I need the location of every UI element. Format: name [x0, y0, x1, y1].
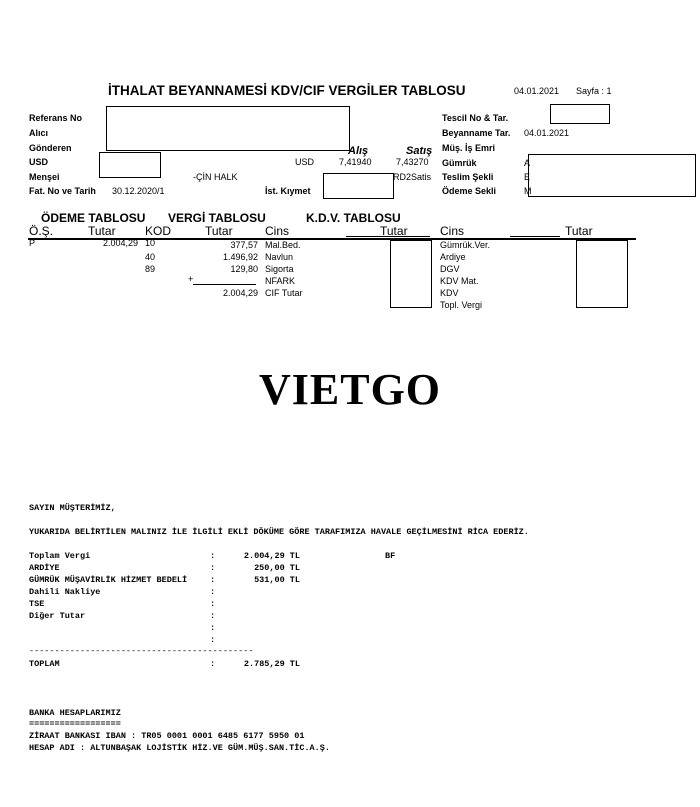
summary-label: Diğer Tutar — [29, 611, 86, 621]
col-kod: KOD — [145, 224, 172, 238]
label-tescil: Tescil No & Tar. — [442, 113, 509, 123]
kdv-cins: Ardiye — [440, 252, 466, 262]
bank-title: BANKA HESAPLARIMIZ — [29, 708, 121, 718]
label-referans: Referans No — [29, 113, 83, 123]
fatura-value: 30.12.2020/1 — [112, 186, 165, 196]
kdv-cins: DGV — [440, 264, 460, 274]
beyanname-value: 04.01.2021 — [524, 128, 570, 138]
summary-colon: : — [210, 635, 216, 645]
redacted-kdv-tutar-right — [576, 240, 628, 308]
col-odeme-tutar: Tutar — [88, 224, 116, 238]
col-kdv-tutar: Tutar — [380, 224, 408, 238]
vergi-cins: NFARK — [265, 276, 296, 286]
summary-value: 250,00 TL — [254, 563, 300, 573]
redacted-ist-kiymet — [323, 173, 394, 199]
summary-value: 2.004,29 TL — [243, 551, 300, 561]
bank-underline: ================== — [29, 719, 121, 729]
alis-label: Alış — [348, 145, 369, 157]
label-is-emri: Müş. İş Emri — [442, 143, 496, 153]
redacted-usd-amount — [99, 152, 161, 178]
plus-sign: + — [188, 274, 194, 284]
page-number: Sayfa : 1 — [576, 86, 612, 96]
alis-value: 7,41940 — [339, 157, 372, 167]
redacted-gumruk-teslim — [528, 154, 696, 197]
label-alici: Alıcı — [29, 128, 49, 138]
label-odeme: Ödeme Sekli — [442, 186, 497, 196]
summary-colon: : — [210, 611, 216, 621]
header-date: 04.01.2021 — [514, 86, 560, 96]
vergi-tutar: 1.496,92 — [222, 252, 258, 262]
summary-colon: : — [210, 623, 216, 633]
summary-label: Toplam Vergi — [29, 551, 91, 561]
odeme-char: M — [524, 186, 532, 196]
kdv-cins-underline — [510, 236, 560, 237]
summary-label: ARDİYE — [29, 563, 60, 573]
kdv-cins: KDV Mat. — [440, 276, 479, 286]
kdv-cins: Gümrük.Ver. — [440, 240, 491, 250]
satis-note: RD2Satis — [393, 172, 432, 182]
kdv-cins: KDV — [440, 288, 459, 298]
redacted-tescil — [550, 104, 610, 124]
summary-value: 531,00 TL — [254, 575, 300, 585]
label-fatura: Fat. No ve Tarih — [29, 186, 96, 196]
label-gonderen: Gönderen — [29, 143, 72, 153]
summary-colon: : — [210, 575, 216, 585]
satis-label: Satış — [406, 145, 433, 157]
kdv-tutar-underline — [346, 236, 430, 237]
vergi-cins: Navlun — [265, 252, 294, 262]
vergi-kod: 40 — [145, 252, 156, 262]
total-colon: : — [210, 659, 216, 669]
kdv-table-title: K.D.V. TABLOSU — [306, 211, 401, 225]
col-vergi-tutar: Tutar — [205, 224, 233, 238]
vergi-tutar: 129,80 — [230, 264, 258, 274]
label-usd: USD — [29, 157, 49, 167]
bank-iban: ZİRAAT BANKASI IBAN : TR05 0001 0001 6485 6177 5950 01 — [29, 731, 305, 741]
vergi-tutar: 377,57 — [230, 240, 258, 250]
vergi-tutar: 2.004,29 — [222, 288, 258, 298]
summary-label: Dahili Nakliye — [29, 587, 101, 597]
satis-value: 7,43270 — [396, 157, 429, 167]
sum-line — [193, 284, 256, 285]
col-kdv-tutar-right: Tutar — [565, 224, 593, 238]
odeme-tutar: 2.004,29 — [102, 238, 138, 248]
total-value: 2.785,29 TL — [243, 659, 300, 669]
label-ist-kiymet: İst. Kıymet — [265, 186, 311, 196]
summary-separator: -------------------------------------------- — [29, 646, 254, 656]
summary-label: TSE — [29, 599, 45, 609]
label-mensei: Menşei — [29, 172, 60, 182]
summary-colon: : — [210, 551, 216, 561]
vergi-kod: 10 — [145, 238, 156, 248]
odeme-os: P — [29, 238, 36, 248]
letter-greeting: SAYIN MÜŞTERİMİZ, — [29, 503, 116, 513]
usd-mid-label: USD — [295, 157, 315, 167]
col-vergi-cins: Cins — [265, 224, 290, 238]
summary-colon: : — [210, 599, 216, 609]
label-gumruk: Gümrük — [442, 158, 477, 168]
summary-label: GÜMRÜK MÜŞAVİRLİK HİZMET BEDELİ — [29, 575, 188, 585]
label-teslim: Teslim Şekli — [442, 172, 494, 182]
summary-extra: BF — [385, 551, 396, 561]
gumruk-char: A — [524, 158, 531, 168]
vergi-table-title: VERGİ TABLOSU — [168, 211, 266, 225]
letter-body: YUKARIDA BELİRTİLEN MALINIZ İLE İLGİLİ EKLİ DÖKÜME GÖRE TARAFIMIZA HAVALE GEÇİLMESİNİ RİCA EDERİZ. — [29, 527, 529, 537]
redacted-kdv-tutar — [390, 240, 432, 308]
col-os: Ö.Ş. — [29, 224, 54, 238]
vergi-kod: 89 — [145, 264, 156, 274]
vergi-cins: Sigorta — [265, 264, 294, 274]
kdv-cins: Topl. Vergi — [440, 300, 483, 310]
watermark-logo: VIETGO — [258, 365, 442, 414]
teslim-char: E — [524, 172, 531, 182]
bank-account-name: HESAP ADI : ALTUNBAŞAK LOJİSTİK HİZ.VE GÜM.MÜŞ.SAN.TİC.A.Ş. — [29, 743, 330, 753]
redacted-referans-alici — [106, 106, 350, 151]
document-title: İTHALAT BEYANNAMESİ KDV/CIF VERGİLER TABLOSU — [108, 83, 466, 98]
total-label: TOPLAM — [29, 659, 60, 669]
mensei-value: -ÇİN HALK — [193, 172, 238, 182]
odeme-table-title: ÖDEME TABLOSU — [41, 211, 146, 225]
vergi-cins: CIF Tutar — [265, 288, 303, 298]
label-beyanname: Beyanname Tar. — [442, 128, 511, 138]
summary-colon: : — [210, 563, 216, 573]
summary-colon: : — [210, 587, 216, 597]
vergi-cins: Mal.Bed. — [265, 240, 301, 250]
col-kdv-cins: Cins — [440, 224, 465, 238]
